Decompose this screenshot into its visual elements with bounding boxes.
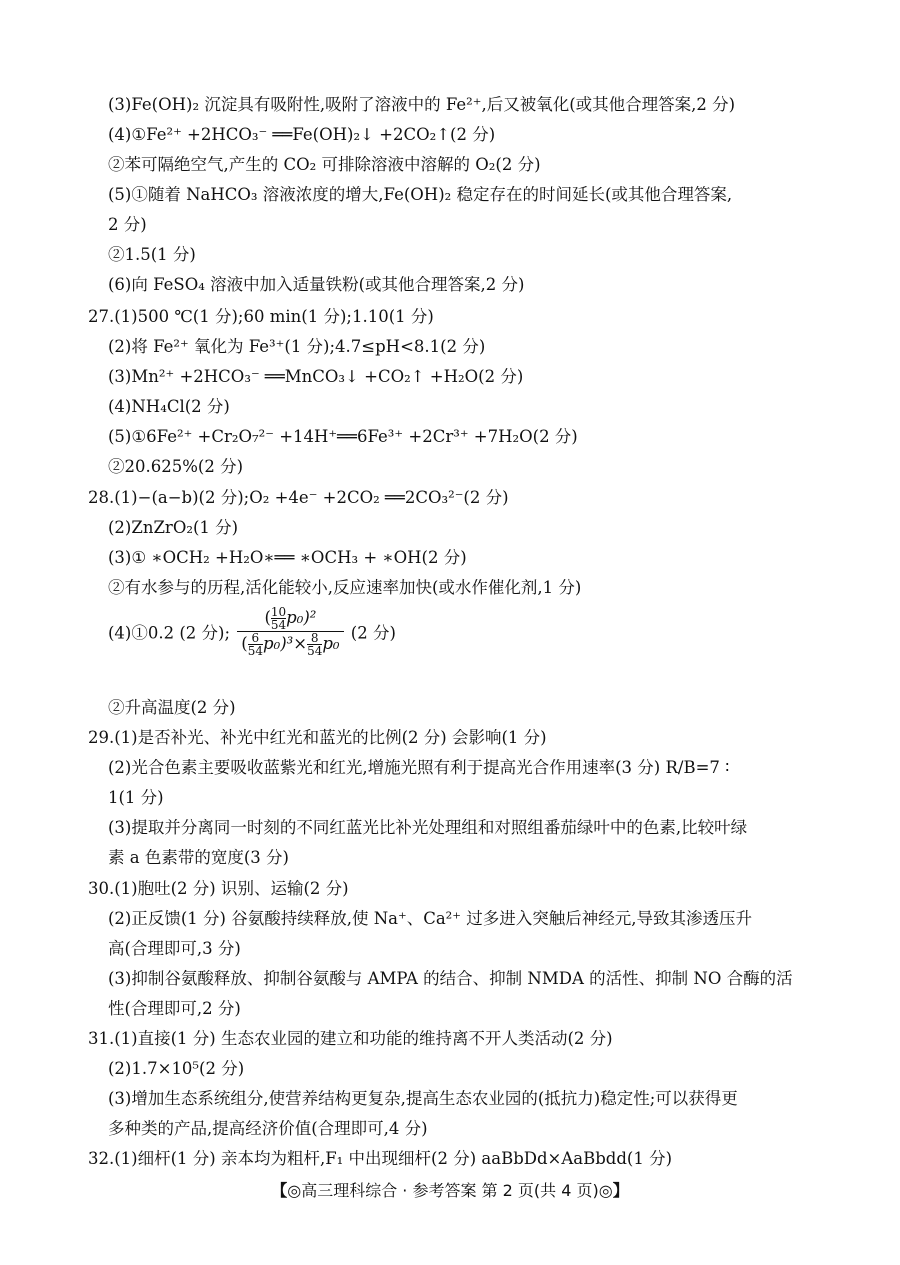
answer-line: (6)向 FeSO₄ 溶液中加入适量铁粉(或其他合理答案,2 分) xyxy=(108,275,525,294)
question-28-line: 28.(1)−(a−b)(2 分);O₂ +4e⁻ +2CO₂ ══2CO₃²⁻(2 分) xyxy=(88,488,509,507)
question-27-line: 27.(1)500 ℃(1 分);60 min(1 分);1.10(1 分) xyxy=(88,307,434,326)
page-footer xyxy=(0,1178,900,1201)
num-frac-bottom: 54 xyxy=(270,618,287,632)
answer-line: (2)正反馈(1 分) 谷氨酸持续释放,使 Na⁺、Ca²⁺ 过多进入突触后神经元,导致其渗透压升 xyxy=(108,909,752,928)
answer-line: (2)将 Fe²⁺ 氧化为 Fe³⁺(1 分);4.7≤pH<8.1(2 分) xyxy=(108,337,486,356)
answer-line: 素 a 色素带的宽度(3 分) xyxy=(108,848,289,867)
answer-line: (2)ZnZrO₂(1 分) xyxy=(108,518,239,537)
den-frac1-top: 6 xyxy=(251,631,260,645)
answer-line: 1(1 分) xyxy=(108,788,164,807)
answer-line: (4)①Fe²⁺ +2HCO₃⁻ ══Fe(OH)₂↓ +2CO₂↑(2 分) xyxy=(108,125,496,144)
den-pressure1: p₀)³× xyxy=(263,634,308,653)
kp-fraction xyxy=(237,606,343,657)
kp-suffix: (2 分) xyxy=(350,623,396,643)
question-29-line: 29.(1)是否补光、补光中红光和蓝光的比例(2 分) 会影响(1 分) xyxy=(88,728,547,747)
kp-expression xyxy=(108,606,396,657)
answer-line: ②1.5(1 分) xyxy=(108,245,196,264)
answer-line: (3)① ∗OCH₂ +H₂O∗══ ∗OCH₃ + ∗OH(2 分) xyxy=(108,548,467,567)
footer-left-mark: 【◎ xyxy=(271,1181,302,1200)
answer-line: ②有水参与的历程,活化能较小,反应速率加快(或水作催化剂,1 分) xyxy=(108,578,582,597)
answer-line: (3)Fe(OH)₂ 沉淀具有吸附性,吸附了溶液中的 Fe²⁺,后又被氧化(或其他合理答案,2 分) xyxy=(108,95,736,114)
den-frac2-bottom: 54 xyxy=(307,644,323,658)
den-pressure2: p₀ xyxy=(322,634,340,653)
answer-line: (4)NH₄Cl(2 分) xyxy=(108,397,230,416)
question-31-line: 31.(1)直接(1 分) 生态农业园的建立和功能的维持离不开人类活动(2 分) xyxy=(88,1029,613,1048)
answer-line: 多种类的产品,提高经济价值(合理即可,4 分) xyxy=(108,1119,428,1138)
answer-line: (2)1.7×10⁵(2 分) xyxy=(108,1059,245,1078)
kp-prefix: (4)①0.2 (2 分); xyxy=(108,623,231,643)
answer-line: ②苯可隔绝空气,产生的 CO₂ 可排除溶液中溶解的 O₂(2 分) xyxy=(108,155,541,174)
num-pressure: p₀)² xyxy=(286,608,317,627)
answer-line: (5)①随着 NaHCO₃ 溶液浓度的增大,Fe(OH)₂ 稳定存在的时间延长(或其他合理答案, xyxy=(108,185,733,204)
den-frac2-top: 8 xyxy=(310,631,319,645)
answer-line: (2)光合色素主要吸收蓝紫光和红光,增施光照有利于提高光合作用速率(3 分) R/B=7 ∶ xyxy=(108,758,730,777)
answer-line: (5)①6Fe²⁺ +Cr₂O₇²⁻ +14H⁺══6Fe³⁺ +2Cr³⁺ +7H₂O(2 分) xyxy=(108,427,578,446)
kp-numerator: ( $\frac{10}{54}$ p₀)² xyxy=(264,605,317,632)
answer-line: (3)Mn²⁺ +2HCO₃⁻ ══MnCO₃↓ +CO₂↑ +H₂O(2 分) xyxy=(108,367,524,386)
answer-line: 2 分) xyxy=(108,215,147,234)
answer-line: ②20.625%(2 分) xyxy=(108,457,244,476)
kp-denominator: ( $\frac{6}{54}$ p₀)³× $\frac{8}{54}$ p₀ xyxy=(237,631,343,657)
answer-line: 高(合理即可,3 分) xyxy=(108,939,241,958)
answer-line: (3)提取并分离同一时刻的不同红蓝光比补光处理组和对照组番茄绿叶中的色素,比较叶绿 xyxy=(108,818,748,837)
question-30-line: 30.(1)胞吐(2 分) 识别、运输(2 分) xyxy=(88,879,349,898)
den-frac1-bottom: 54 xyxy=(247,644,264,658)
num-frac-top: 10 xyxy=(270,605,287,619)
footer-text: 高三理科综合 · 参考答案 第 2 页(共 4 页) xyxy=(301,1181,599,1200)
answer-line: (3)抑制谷氨酸释放、抑制谷氨酸与 AMPA 的结合、抑制 NMDA 的活性、抑制 NO 合酶的活 xyxy=(108,969,793,988)
footer-right-mark: ◎】 xyxy=(598,1181,629,1200)
answer-line: ②升高温度(2 分) xyxy=(108,698,236,717)
answer-line: 性(合理即可,2 分) xyxy=(108,999,241,1018)
question-32-line: 32.(1)细杆(1 分) 亲本均为粗杆,F₁ 中出现细杆(2 分) aaBbDd×AaBbdd(1 分) xyxy=(88,1149,673,1168)
answer-line: (3)增加生态系统组分,使营养结构更复杂,提高生态农业园的(抵抗力)稳定性;可以获得更 xyxy=(108,1089,738,1108)
